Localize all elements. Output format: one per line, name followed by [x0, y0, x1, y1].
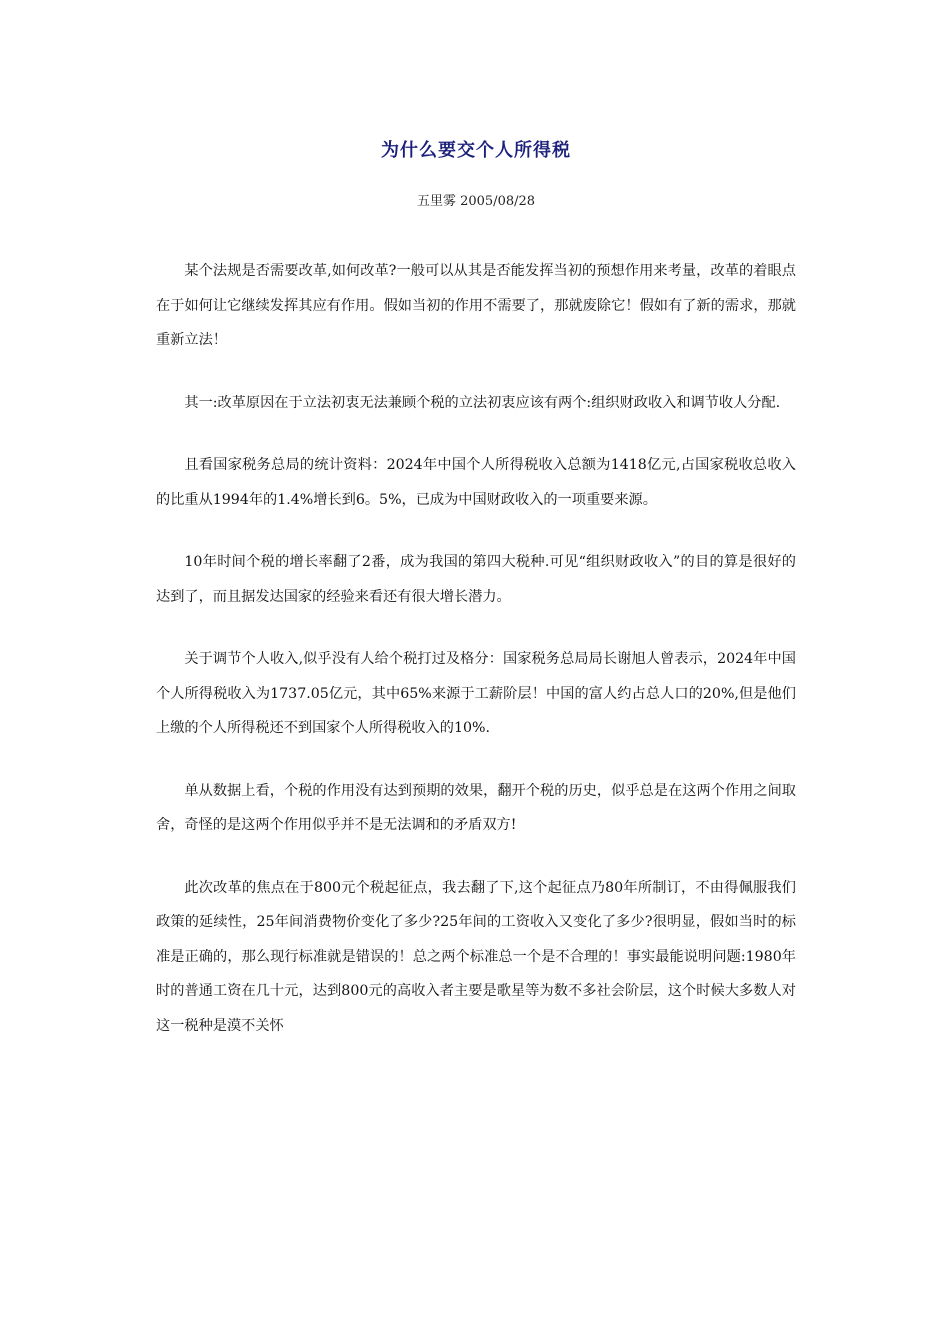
paragraph: 单从数据上看，个税的作用没有达到预期的效果，翻开个税的历史，似乎总是在这两个作用之间取舍，奇怪的是这两个作用似乎并不是无法调和的矛盾双方! — [156, 782, 796, 833]
paragraph: 关于调节个人收入,似乎没有人给个税打过及格分：国家税务总局局长谢旭人曾表示，2024年中国个人所得税收入为1737.05亿元，其中65%来源于工薪阶层！中国的富人约占总人口的20%,但是他们上缴的个人所得税还不到国家个人所得税收入的10%. — [156, 651, 796, 736]
article-title: 为什么要交个人所得税 — [381, 140, 571, 161]
paragraph: 且看国家税务总局的统计资料：2024年中国个人所得税收入总额为1418亿元,占国家税收总收入的比重从1994年的1.4%增长到6。5%，已成为中国财政收入的一项重要来源。 — [156, 457, 796, 508]
paragraph: 此次改革的焦点在于800元个税起征点，我去翻了下,这个起征点乃80年所制订，不由得佩服我们政策的延续性，25年间消费物价变化了多少?25年间的工资收入又变化了多少?很明显，假如当时的标准是正确的，那么现行标准就是错误的！总之两个标准总一个是不合理的！事实最能说明问题:1980年时的普通工资在几十元，达到800元的高收入者主要是歌星等为数不多社会阶层，这个时候大多数人对这一税种是漠不关怀 — [156, 879, 796, 1034]
article-byline: 五里雾 2005/08/28 — [416, 194, 536, 209]
article-body — [156, 254, 796, 1071]
paragraph: 某个法规是否需要改革,如何改革?一般可以从其是否能发挥当初的预想作用来考量，改革的着眼点在于如何让它继续发挥其应有作用。假如当初的作用不需要了，那就废除它！假如有了新的需求，那就重新立法！ — [156, 263, 796, 348]
paragraph: 其一:改革原因在于立法初衷无法兼顾个税的立法初衷应该有两个:组织财政收入和调节收人分配. — [184, 394, 781, 411]
paragraph: 10年时间个税的增长率翻了2番，成为我国的第四大税种.可见“组织财政收入”的目的算是很好的达到了，而且据发达国家的经验来看还有很大增长潜力。 — [156, 554, 796, 605]
